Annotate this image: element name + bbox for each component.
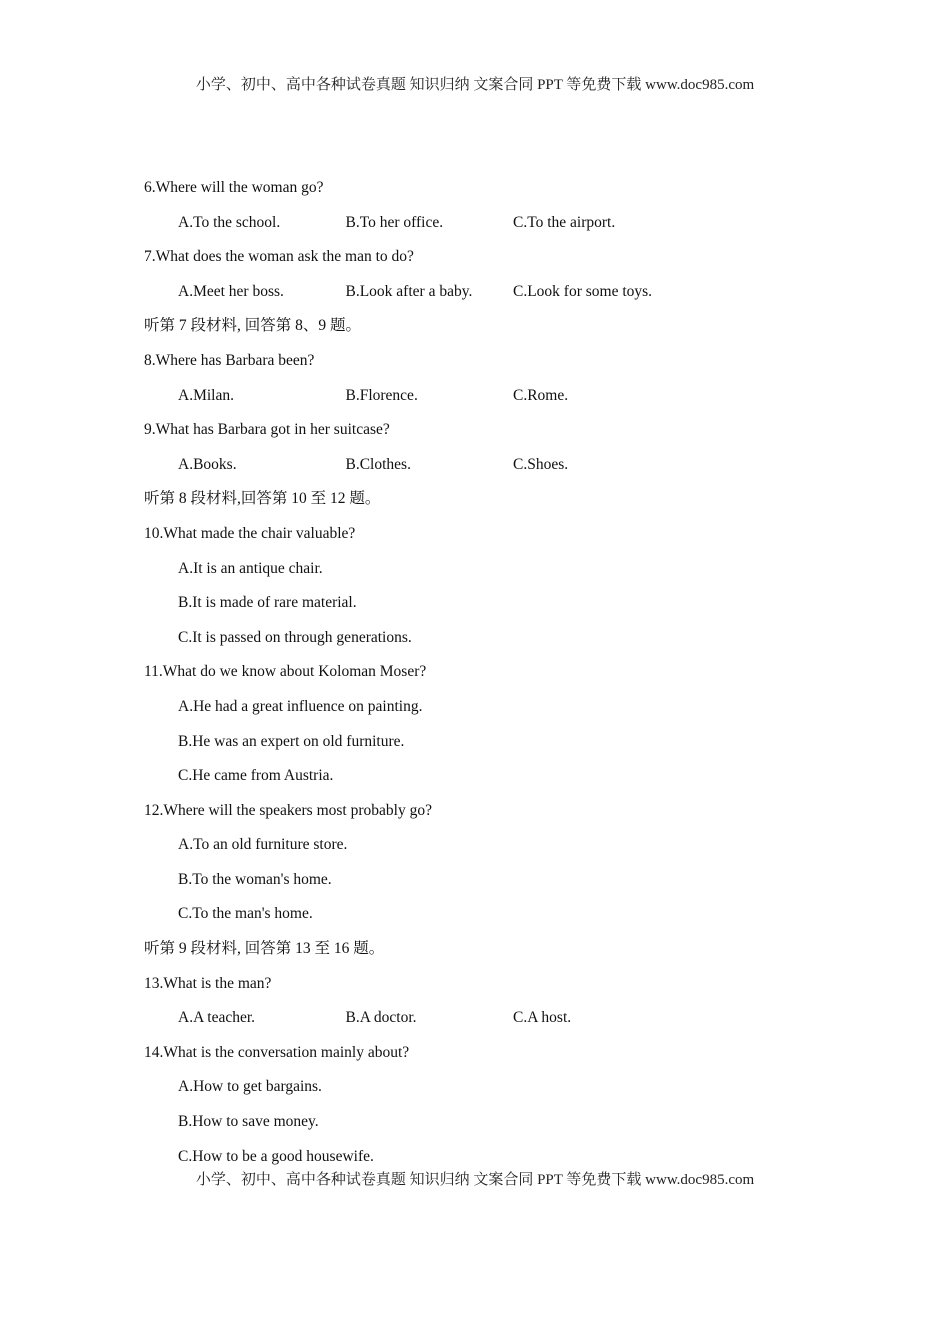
option-c: C.To the man's home. [178,905,313,923]
question-10: 10.What made the chair valuable? [144,524,356,542]
question-9: 9.What has Barbara got in her suitcase? [144,421,390,439]
option-c: C.To the airport. [513,213,616,231]
option-c: C.Shoes. [513,455,569,473]
section-heading-7: 听第 7 段材料, 回答第 8、9 题。 [144,317,362,335]
option-c: C.Rome. [513,386,569,404]
option-b: B.Florence. [345,386,418,404]
question-12: 12.Where will the speakers most probably go? [144,801,432,819]
option-b: B.He was an expert on old furniture. [178,732,405,750]
header-banner: 小学、初中、高中各种试卷真题 知识归纳 文案合同 PPT 等免费下载 www.doc985.com [195,77,755,93]
footer-banner: 小学、初中、高中各种试卷真题 知识归纳 文案合同 PPT 等免费下载 www.doc985.com [195,1172,755,1188]
option-c: C.It is passed on through generations. [178,628,412,646]
option-b: B.It is made of rare material. [178,594,357,612]
option-b: B.How to save money. [178,1113,319,1131]
option-a: A.How to get bargains. [178,1078,322,1096]
option-b: B.To the woman's home. [178,870,332,888]
section-heading-8: 听第 8 段材料,回答第 10 至 12 题。 [144,490,381,508]
option-a: A.To an old furniture store. [178,836,348,854]
option-b: B.A doctor. [345,1009,417,1027]
option-b: B.Look after a baby. [345,282,473,300]
options-13 [144,1001,844,1036]
question-8: 8.Where has Barbara been? [144,351,315,369]
options-7 [144,275,844,310]
question-13: 13.What is the man? [144,974,272,992]
option-a: A.Milan. [178,386,234,404]
option-b: B.To her office. [345,213,444,231]
option-a: A.A teacher. [178,1009,256,1027]
question-11: 11.What do we know about Koloman Moser? [144,663,427,681]
option-a: A.Books. [178,455,237,473]
section-heading-9: 听第 9 段材料, 回答第 13 至 16 题。 [144,940,385,958]
question-14: 14.What is the conversation mainly about? [144,1043,410,1061]
exam-content [144,171,844,1174]
option-c: C.Look for some toys. [513,282,653,300]
option-a: A.Meet her boss. [178,282,284,300]
option-a: A.It is an antique chair. [178,559,323,577]
options-9 [144,448,844,483]
question-7: 7.What does the woman ask the man to do? [144,248,414,266]
option-c: C.A host. [513,1009,572,1027]
option-c: C.He came from Austria. [178,767,334,785]
options-6 [144,206,844,241]
option-a: A.He had a great influence on painting. [178,697,423,715]
option-b: B.Clothes. [345,455,411,473]
option-c: C.How to be a good housewife. [178,1147,374,1165]
options-8 [144,379,844,414]
option-a: A.To the school. [178,213,281,231]
question-6: 6.Where will the woman go? [144,179,324,196]
